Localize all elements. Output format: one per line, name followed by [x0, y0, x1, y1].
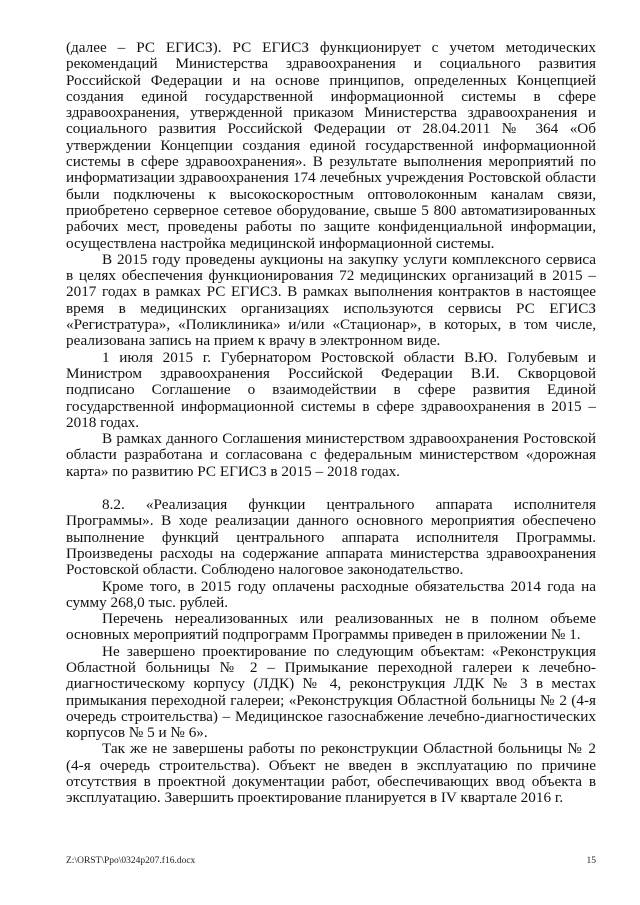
section-spacer — [66, 480, 596, 497]
paragraph-design-incomplete: Не завершено проектирование по следующим объектам: «Реконструкция Областной больницы № 2 – Примыкание переходной галереи к лечебно-диагностическому корпусу (ЛДК) № 4, реконструкция ЛДК № 3 в местах примыкания переходной галереи; «Реконструкция Областной больницы № 2 (4-я очередь строительства) – Медицинское газоснабжение лечебно-диагностических корпусов № 5 и № 6». — [66, 642, 596, 742]
paragraph-auctions-2015: В 2015 году проведены аукционы на закупку услуги комплексного сервиса в целях обеспечения функционирования 72 медицинских организаций в 2015 – 2017 годах в рамках РС ЕГИСЗ. В рамках выполнения контрактов в настоящее время в медицинских организациях используются сервисы РС ЕГИСЗ «Регистратура», «Поликлиника» и/или «Стационар», в которых, в том числе, реализована запись на прием к врачу в электронном виде. — [66, 250, 596, 350]
page-number: 15 — [586, 856, 596, 866]
document-body — [66, 40, 596, 807]
paragraph-reconstruction-incomplete: Так же не завершены работы по реконструкции Областной больницы № 2 (4-я очередь строительства). Объект не введен в эксплуатацию по причине отсутствия в проектной документации работ, обеспечивающих ввод объекта в эксплуатацию. Завершить проектирование планируется в IV квартале 2016 г. — [66, 740, 596, 807]
paragraph-roadmap: В рамках данного Соглашения министерством здравоохранения Ростовской области разработана и согласована с федеральным министерством «дорожная карта» по развитию РС ЕГИСЗ в 2015 – 2018 годах. — [66, 430, 596, 480]
paragraph-obligations-2014: Кроме того, в 2015 году оплачены расходные обязательства 2014 года на сумму 268,0 тыс. рублей. — [66, 577, 596, 611]
paragraph-agreement: 1 июля 2015 г. Губернатором Ростовской области В.Ю. Голубевым и Министром здравоохранения Российской Федерации В.И. Скворцовой подписано Соглашение о взаимодействии в сфере развития Единой государственной информационной системы в сфере здравоохранения в 2015 – 2018 годах. — [66, 348, 596, 431]
paragraph-section-8-2: 8.2. «Реализация функции центрального аппарата исполнителя Программы». В ходе реализации данного основного мероприятия обеспечено выполнение функций центрального аппарата исполнителя Программы. Произведены расходы на содержание аппарата министерства здравоохранения Ростовской области. Соблюдено налоговое законодательство. — [66, 496, 596, 579]
file-path: Z:\ORST\Ppo\0324p207.f16.docx — [66, 856, 196, 866]
paragraph-egisz-intro: (далее – РС ЕГИСЗ). РС ЕГИСЗ функционирует с учетом методических рекомендаций Министерства здравоохранения и социального развития Российской Федерации и на основе принципов, определенных Концепцией создания единой государственной информационной системы в сфере здравоохранения, утвержденной приказом Министерства здравоохранения и социального развития Российской Федерации от 28.04.2011 № 364 «Об утверждении Концепции создания единой государственной информационной системы в сфере здравоохранения». В результате выполнения мероприятий по информатизации здравоохранения 174 лечебных учреждения Ростовской области были подключены к высокоскоростным оптоволоконным каналам связи, приобретено серверное сетевое оборудование, свыше 5 800 автоматизированных рабочих мест, проведены работы по защите конфиденциальной информации, осуществлена настройка медицинской информационной системы. — [66, 39, 596, 252]
paragraph-appendix-reference: Перечень нереализованных или реализованных не в полном объеме основных мероприятий подпрограмм Программы приведен в приложении № 1. — [66, 610, 596, 644]
